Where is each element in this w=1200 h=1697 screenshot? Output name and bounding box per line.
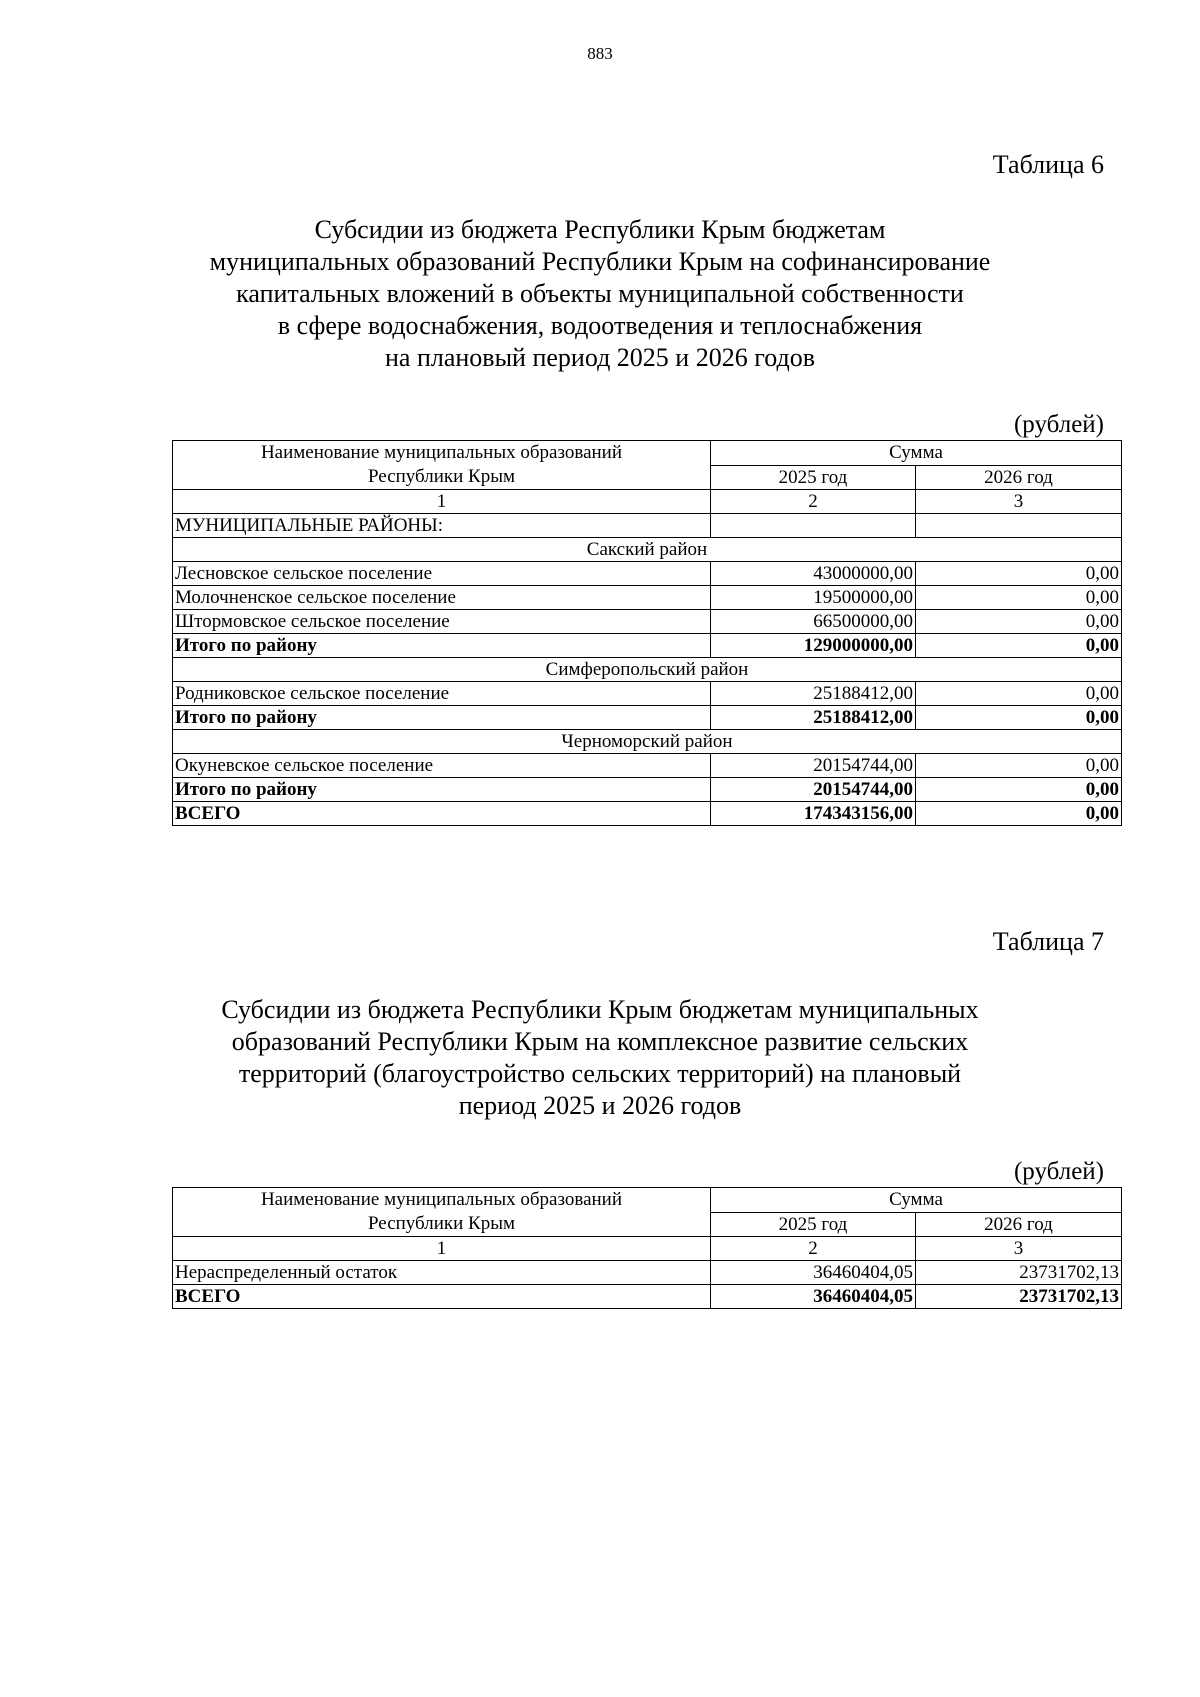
column-number-2: 2 <box>711 490 916 514</box>
column-number-1: 1 <box>173 490 711 514</box>
grand-total-2026: 0,00 <box>916 802 1122 826</box>
table-6-units: (рублей) <box>1013 411 1104 438</box>
grand-total-2025: 174343156,00 <box>711 802 916 826</box>
table-row <box>173 610 1122 634</box>
title-line: муниципальных образований Республики Крым на софинансирование <box>209 247 991 276</box>
grand-total-name: ВСЕГО <box>173 802 711 826</box>
header-year-2025: 2025 год <box>711 465 916 490</box>
header-name-cell <box>173 1188 711 1237</box>
row-2026: 0,00 <box>916 586 1122 610</box>
column-number-3: 3 <box>916 490 1122 514</box>
empty-cell <box>711 514 916 538</box>
district-header: Симферопольский район <box>173 658 1122 682</box>
total-2026: 0,00 <box>916 706 1122 730</box>
row-name: Лесновское сельское поселение <box>173 562 711 586</box>
row-2026: 0,00 <box>916 562 1122 586</box>
grand-total-2025: 36460404,05 <box>711 1285 916 1309</box>
row-name: Родниковское сельское поселение <box>173 682 711 706</box>
title-line: капитальных вложений в объекты муниципальной собственности <box>236 279 964 308</box>
total-2026: 0,00 <box>916 778 1122 802</box>
table-row <box>173 754 1122 778</box>
header-sum: Сумма <box>711 1188 1122 1213</box>
grand-total-name: ВСЕГО <box>173 1285 711 1309</box>
column-number-3: 3 <box>916 1237 1122 1261</box>
table-row <box>173 682 1122 706</box>
row-name: Нераспределенный остаток <box>173 1261 711 1285</box>
empty-cell <box>916 514 1122 538</box>
table-7-title <box>150 994 1050 1122</box>
title-line: на плановый период 2025 и 2026 годов <box>385 343 815 372</box>
district-total-row <box>173 778 1122 802</box>
table-7 <box>172 1187 1122 1309</box>
header-name-line2: Республики Крым <box>367 1213 516 1234</box>
title-line: Субсидии из бюджета Республики Крым бюджетам <box>314 215 886 244</box>
grand-total-row <box>173 802 1122 826</box>
title-line: Субсидии из бюджета Республики Крым бюджетам муниципальных <box>221 995 979 1024</box>
total-2026: 0,00 <box>916 634 1122 658</box>
table-row <box>173 1261 1122 1285</box>
page-number: 883 <box>587 44 613 63</box>
header-sum: Сумма <box>711 441 1122 466</box>
row-2025: 20154744,00 <box>711 754 916 778</box>
table-row <box>173 562 1122 586</box>
row-name: Штормовское сельское поселение <box>173 610 711 634</box>
total-2025: 25188412,00 <box>711 706 916 730</box>
title-line: территорий (благоустройство сельских территорий) на плановый <box>238 1059 962 1088</box>
header-year-2026: 2026 год <box>916 465 1122 490</box>
row-name: Молочненское сельское поселение <box>173 586 711 610</box>
row-2025: 43000000,00 <box>711 562 916 586</box>
header-year-2025: 2025 год <box>711 1212 916 1237</box>
header-name-line1: Наименование муниципальных образований <box>260 442 623 463</box>
title-line: период 2025 и 2026 годов <box>458 1091 742 1120</box>
total-2025: 129000000,00 <box>711 634 916 658</box>
header-name-line2: Республики Крым <box>367 466 516 487</box>
table-6 <box>172 440 1122 826</box>
row-name: Окуневское сельское поселение <box>173 754 711 778</box>
table-6-label: Таблица 6 <box>992 150 1104 179</box>
column-number-2: 2 <box>711 1237 916 1261</box>
table-row <box>173 586 1122 610</box>
group-title: МУНИЦИПАЛЬНЫЕ РАЙОНЫ: <box>173 514 711 538</box>
total-name: Итого по району <box>173 778 711 802</box>
district-total-row <box>173 706 1122 730</box>
total-name: Итого по району <box>173 634 711 658</box>
header-year-2026: 2026 год <box>916 1212 1122 1237</box>
row-2026: 0,00 <box>916 754 1122 778</box>
header-name-line1: Наименование муниципальных образований <box>260 1189 623 1210</box>
row-2025: 66500000,00 <box>711 610 916 634</box>
table-6-title <box>150 214 1050 374</box>
district-header: Черноморский район <box>173 730 1122 754</box>
row-2025: 19500000,00 <box>711 586 916 610</box>
grand-total-row <box>173 1285 1122 1309</box>
title-line: в сфере водоснабжения, водоотведения и теплоснабжения <box>277 311 923 340</box>
title-line: образований Республики Крым на комплексное развитие сельских <box>231 1027 969 1056</box>
row-2026: 23731702,13 <box>916 1261 1122 1285</box>
column-number-1: 1 <box>173 1237 711 1261</box>
district-total-row <box>173 634 1122 658</box>
district-header: Сакский район <box>173 538 1122 562</box>
row-2025: 25188412,00 <box>711 682 916 706</box>
header-name-cell <box>173 441 711 490</box>
total-name: Итого по району <box>173 706 711 730</box>
table-7-label: Таблица 7 <box>992 927 1104 956</box>
row-2026: 0,00 <box>916 682 1122 706</box>
table-7-units: (рублей) <box>1013 1158 1104 1185</box>
row-2025: 36460404,05 <box>711 1261 916 1285</box>
total-2025: 20154744,00 <box>711 778 916 802</box>
grand-total-2026: 23731702,13 <box>916 1285 1122 1309</box>
row-2026: 0,00 <box>916 610 1122 634</box>
